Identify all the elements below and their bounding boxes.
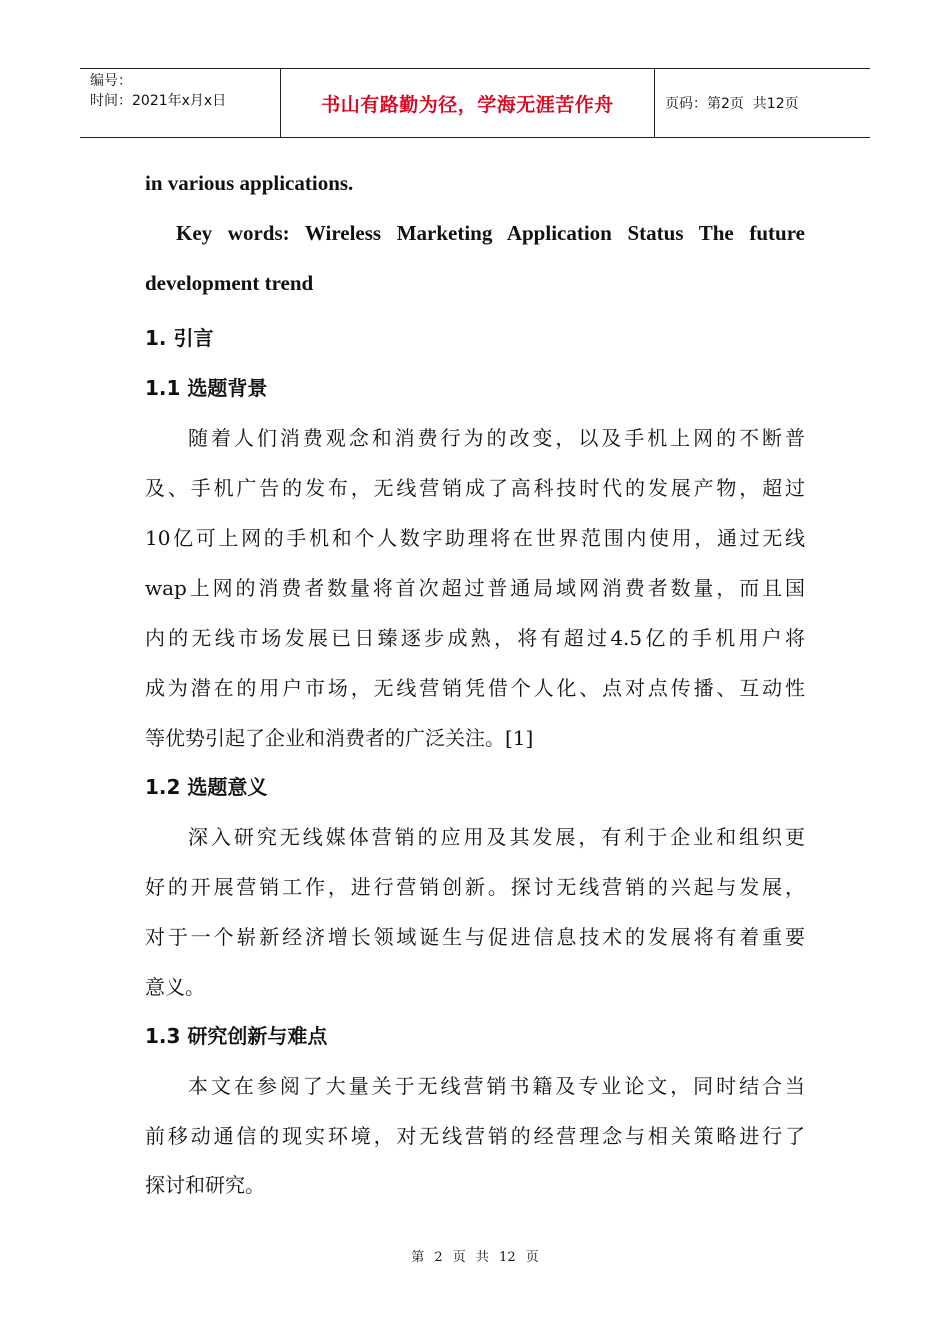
paragraph-line: wap上网的消费者数量将首次超过普通局域网消费者数量，而且国 — [145, 576, 805, 600]
paragraph-line: 前移动通信的现实环境，对无线营销的经营理念与相关策略进行了 — [145, 1124, 805, 1148]
paragraph-line: 等优势引起了企业和消费者的广泛关注。[1] — [145, 726, 534, 750]
paragraph-line: 10亿可上网的手机和个人数字助理将在世界范围内使用，通过无线 — [145, 526, 805, 550]
subsection-heading-significance: 1.2 选题意义 — [145, 775, 268, 799]
abstract-last-line: in various applications. — [145, 171, 354, 195]
document-date-label: 时间：2021年x月x日 — [90, 93, 227, 109]
page-footer: 第 2 页 共 12 页 — [411, 1250, 539, 1265]
paragraph-line: 好的开展营销工作，进行营销创新。探讨无线营销的兴起与发展， — [145, 875, 805, 899]
section-heading-introduction: 1. 引言 — [145, 326, 214, 350]
paragraph-line: 及、手机广告的发布，无线营销成了高科技时代的发展产物，超过 — [145, 476, 805, 500]
keywords-line-1: Key words: Wireless Marketing Application Status The future — [176, 221, 805, 245]
paragraph-line: 意义。 — [145, 975, 205, 999]
header-page-info: 页码：第2页 共12页 — [665, 96, 799, 112]
paragraph-line: 探讨和研究。 — [145, 1173, 265, 1197]
page-header — [80, 68, 870, 138]
keywords-line-2: development trend — [145, 271, 314, 295]
paragraph-line: 成为潜在的用户市场，无线营销凭借个人化、点对点传播、互动性 — [145, 676, 805, 700]
subsection-heading-innovation: 1.3 研究创新与难点 — [145, 1024, 328, 1048]
header-motto: 书山有路勤为径，学海无涯苦作舟 — [281, 69, 655, 137]
header-meta — [80, 69, 281, 137]
document-number-label: 编号： — [90, 73, 132, 89]
subsection-heading-background: 1.1 选题背景 — [145, 376, 268, 400]
paragraph-line: 随着人们消费观念和消费行为的改变，以及手机上网的不断普 — [188, 426, 805, 450]
paragraph-line: 内的无线市场发展已日臻逐步成熟，将有超过4.5亿的手机用户将 — [145, 626, 805, 650]
paragraph-line: 对于一个崭新经济增长领域诞生与促进信息技术的发展将有着重要 — [145, 925, 805, 949]
paragraph-line: 深入研究无线媒体营销的应用及其发展，有利于企业和组织更 — [188, 825, 805, 849]
paragraph-line: 本文在参阅了大量关于无线营销书籍及专业论文，同时结合当 — [188, 1074, 805, 1098]
